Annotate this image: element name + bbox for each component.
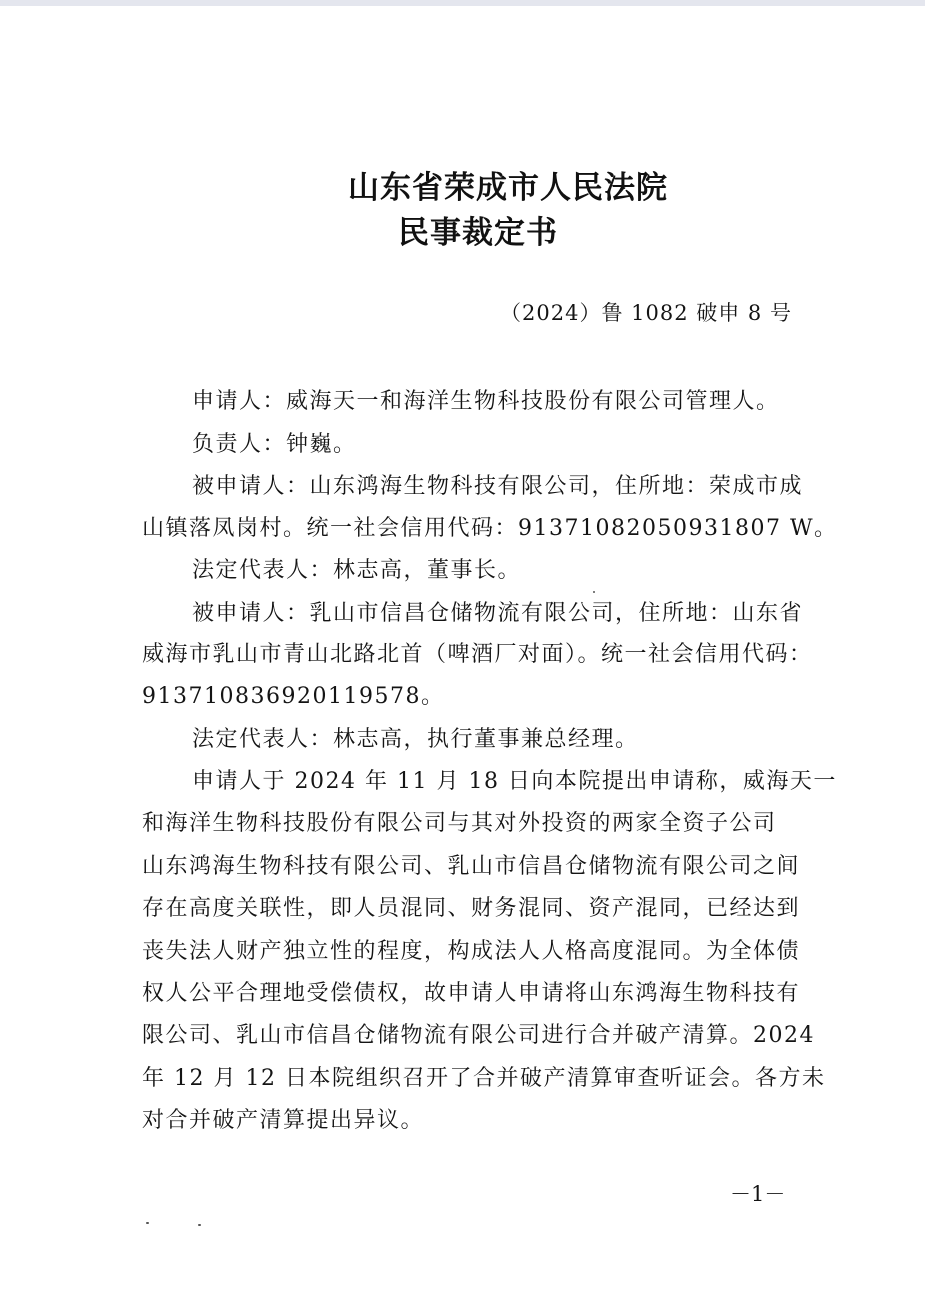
document-type-title: 民事裁定书 [398,215,558,251]
body-line: 和海洋生物科技股份有限公司与其对外投资的两家全资子公司 [142,811,777,836]
body-line: 丧失法人财产独立性的程度，构成法人人格高度混同。为全体债 [142,939,801,964]
body-line: 年 12 月 12 日本院组织召开了合并破产清算审查听证会。各方未 [142,1066,826,1091]
applicant-line: 申请人：威海天一和海洋生物科技股份有限公司管理人。 [192,389,780,414]
respondent2-line1: 被申请人：乳山市信昌仓储物流有限公司，住所地：山东省 [192,601,804,626]
body-line: 存在高度关联性，即人员混同、财务混同、资产混同，已经达到 [142,896,801,921]
body-line: 限公司、乳山市信昌仓储物流有限公司进行合并破产清算。2024 [142,1023,815,1048]
responsible-person-line: 负责人：钟巍。 [192,432,357,457]
respondent1-line2: 山镇落凤岗村。统一社会信用代码：91371082050931807 W。 [142,516,838,541]
respondent2-line3: 913710836920119578。 [142,684,445,709]
scan-speck [146,1222,149,1224]
respondent2-line2: 威海市乳山市青山北路北首（啤酒厂对面）。统一社会信用代码： [142,642,813,667]
case-number: （2024）鲁 1082 破申 8 号 [500,301,792,325]
body-line: 申请人于 2024 年 11 月 18 日向本院提出申请称，威海天一 [192,769,837,794]
top-edge-rule [0,0,925,6]
respondent2-representative: 法定代表人：林志高，执行董事兼总经理。 [192,727,639,752]
body-line: 权人公平合理地受偿债权，故申请人申请将山东鸿海生物科技有 [142,981,801,1006]
scan-speck [593,591,595,593]
body-line: 对合并破产清算提出异议。 [142,1108,425,1133]
body-line: 山东鸿海生物科技有限公司、乳山市信昌仓储物流有限公司之间 [142,854,801,879]
scan-speck [198,1224,201,1226]
page-number: －1－ [730,1182,786,1206]
respondent1-representative: 法定代表人：林志高，董事长。 [192,558,522,583]
respondent1-line1: 被申请人：山东鸿海生物科技有限公司，住所地：荣成市成 [192,474,804,499]
court-name: 山东省荣成市人民法院 [348,170,668,206]
